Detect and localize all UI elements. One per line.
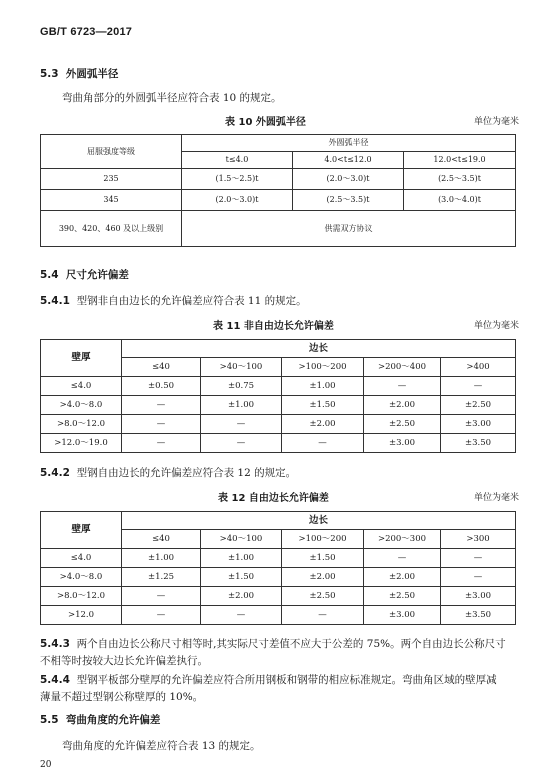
section-text: 型钢非自由边长的允许偏差应符合表 11 的规定。 <box>76 295 307 307</box>
table-header-cell: >200～400 <box>364 358 441 377</box>
table-header-cell: >300 <box>441 530 516 549</box>
table-cell: ±1.00 <box>201 396 282 415</box>
table-header-cell: t≤4.0 <box>182 152 293 169</box>
section-text: 型钢自由边长的允许偏差应符合表 12 的规定。 <box>76 467 297 479</box>
section-number: 5.4 <box>40 269 59 281</box>
table-cell: — <box>122 606 201 625</box>
section-5-5-heading <box>40 712 160 727</box>
table-cell: ±3.50 <box>441 434 516 453</box>
section-5-5-text: 弯曲角度的允许偏差应符合表 13 的规定。 <box>62 740 261 752</box>
section-5-4-heading <box>40 267 129 282</box>
section-number: 5.5 <box>40 714 59 726</box>
table-row-label: 345 <box>41 190 182 211</box>
table-cell: ±2.00 <box>282 568 364 587</box>
table-cell: ±0.50 <box>122 377 201 396</box>
table-cell: — <box>122 415 201 434</box>
section-title: 尺寸允许偏差 <box>65 269 129 281</box>
section-5-3-heading <box>40 66 118 81</box>
table-cell: ±3.00 <box>364 434 441 453</box>
section-5-4-3-line2: 不相等时按较大边长允许偏差执行。 <box>40 655 208 667</box>
table-group-header: 外圆弧半径 <box>182 135 516 152</box>
table-cell: ±1.00 <box>122 549 201 568</box>
table-cell: (2.5～3.5)t <box>293 190 404 211</box>
section-number: 5.4.4 <box>40 674 70 686</box>
table-12-caption: 表 12 自由边长允许偏差 <box>218 493 329 504</box>
table-cell: ±1.00 <box>282 377 364 396</box>
table-row-label: >12.0 <box>41 606 122 625</box>
table-cell: ±2.50 <box>282 587 364 606</box>
table-cell: — <box>364 549 441 568</box>
table-cell: ±1.00 <box>201 549 282 568</box>
table-row-label: 390、420、460 及以上级别 <box>41 211 182 247</box>
table-cell: ±2.50 <box>364 587 441 606</box>
table-cell: (2.5～3.5)t <box>404 169 516 190</box>
section-text: 型钢平板部分壁厚的允许偏差应符合所用钢板和钢带的相应标准规定。弯曲角区域的壁厚减 <box>76 674 497 686</box>
table-cell: (2.0～3.0)t <box>293 169 404 190</box>
table-10-unit: 单位为毫米 <box>474 117 520 127</box>
table-cell: 供需双方协议 <box>182 211 516 247</box>
table-cell: ±3.00 <box>441 587 516 606</box>
page-number: 20 <box>40 760 52 770</box>
table-cell: ±2.00 <box>282 415 364 434</box>
section-number: 5.3 <box>40 68 59 80</box>
section-title: 外圆弧半径 <box>65 68 119 80</box>
table-11 <box>40 339 516 453</box>
table-header-cell: 4.0<t≤12.0 <box>293 152 404 169</box>
table-row-label: ≤4.0 <box>41 377 122 396</box>
table-cell: ±3.00 <box>441 415 516 434</box>
table-cell: — <box>441 568 516 587</box>
table-row-label: >12.0～19.0 <box>41 434 122 453</box>
table-header-cell: >40～100 <box>201 530 282 549</box>
section-title: 弯曲角度的允许偏差 <box>65 714 161 726</box>
table-group-header: 边长 <box>122 340 516 358</box>
table-cell: — <box>201 415 282 434</box>
table-row-label: >8.0～12.0 <box>41 587 122 606</box>
section-number: 5.4.1 <box>40 295 70 307</box>
table-header-cell: 屈服强度等级 <box>41 135 182 169</box>
table-header-cell: 壁厚 <box>41 340 122 377</box>
table-cell: — <box>122 396 201 415</box>
table-cell: ±2.50 <box>364 415 441 434</box>
section-text: 两个自由边长公称尺寸相等时,其实际尺寸差值不应大于公差的 75%。两个自由边长公称尺寸 <box>76 638 506 650</box>
table-10 <box>40 134 516 247</box>
table-cell: ±0.75 <box>201 377 282 396</box>
table-cell: ±2.00 <box>364 568 441 587</box>
table-row-label: >4.0～8.0 <box>41 568 122 587</box>
table-cell: — <box>282 434 364 453</box>
section-number: 5.4.3 <box>40 638 70 650</box>
table-cell: ±1.50 <box>282 549 364 568</box>
section-5-4-4-line2: 薄量不超过型钢公称壁厚的 10%。 <box>40 691 204 703</box>
table-cell: ±1.25 <box>122 568 201 587</box>
table-cell: ±1.50 <box>282 396 364 415</box>
table-11-unit: 单位为毫米 <box>474 321 520 331</box>
table-row-label: >8.0～12.0 <box>41 415 122 434</box>
section-5-4-3-line1 <box>40 636 506 651</box>
table-cell: ±3.00 <box>364 606 441 625</box>
table-cell: — <box>201 606 282 625</box>
table-10-caption: 表 10 外圆弧半径 <box>225 117 306 128</box>
table-cell: (3.0～4.0)t <box>404 190 516 211</box>
table-cell: ±1.50 <box>201 568 282 587</box>
table-cell: (2.0～3.0)t <box>182 190 293 211</box>
table-cell: ±3.50 <box>441 606 516 625</box>
table-group-header: 边长 <box>122 512 516 530</box>
table-cell: ±2.50 <box>441 396 516 415</box>
table-cell: ±2.00 <box>201 587 282 606</box>
table-12-unit: 单位为毫米 <box>474 493 520 503</box>
table-12 <box>40 511 516 625</box>
table-header-cell: 12.0<t≤19.0 <box>404 152 516 169</box>
table-row-label: 235 <box>41 169 182 190</box>
table-header-cell: ≤40 <box>122 530 201 549</box>
table-header-cell: >200～300 <box>364 530 441 549</box>
section-5-3-text: 弯曲角部分的外圆弧半径应符合表 10 的规定。 <box>62 92 282 104</box>
section-5-4-4-line1 <box>40 672 497 687</box>
table-cell: (1.5～2.5)t <box>182 169 293 190</box>
section-5-4-2-text <box>40 465 296 480</box>
table-cell: — <box>201 434 282 453</box>
table-cell: — <box>364 377 441 396</box>
table-11-caption: 表 11 非自由边长允许偏差 <box>213 321 334 332</box>
table-cell: — <box>441 377 516 396</box>
table-cell: — <box>441 549 516 568</box>
section-number: 5.4.2 <box>40 467 70 479</box>
table-cell: — <box>122 434 201 453</box>
table-cell: — <box>122 587 201 606</box>
table-cell: ±2.00 <box>364 396 441 415</box>
table-header-cell: ≤40 <box>122 358 201 377</box>
table-header-cell: >100～200 <box>282 358 364 377</box>
table-header-cell: 壁厚 <box>41 512 122 549</box>
table-row-label: ≤4.0 <box>41 549 122 568</box>
table-header-cell: >100～200 <box>282 530 364 549</box>
standard-code: GB/T 6723—2017 <box>40 26 133 38</box>
table-row-label: >4.0～8.0 <box>41 396 122 415</box>
table-header-cell: >40～100 <box>201 358 282 377</box>
table-header-cell: >400 <box>441 358 516 377</box>
table-cell: — <box>282 606 364 625</box>
section-5-4-1-text <box>40 293 307 308</box>
